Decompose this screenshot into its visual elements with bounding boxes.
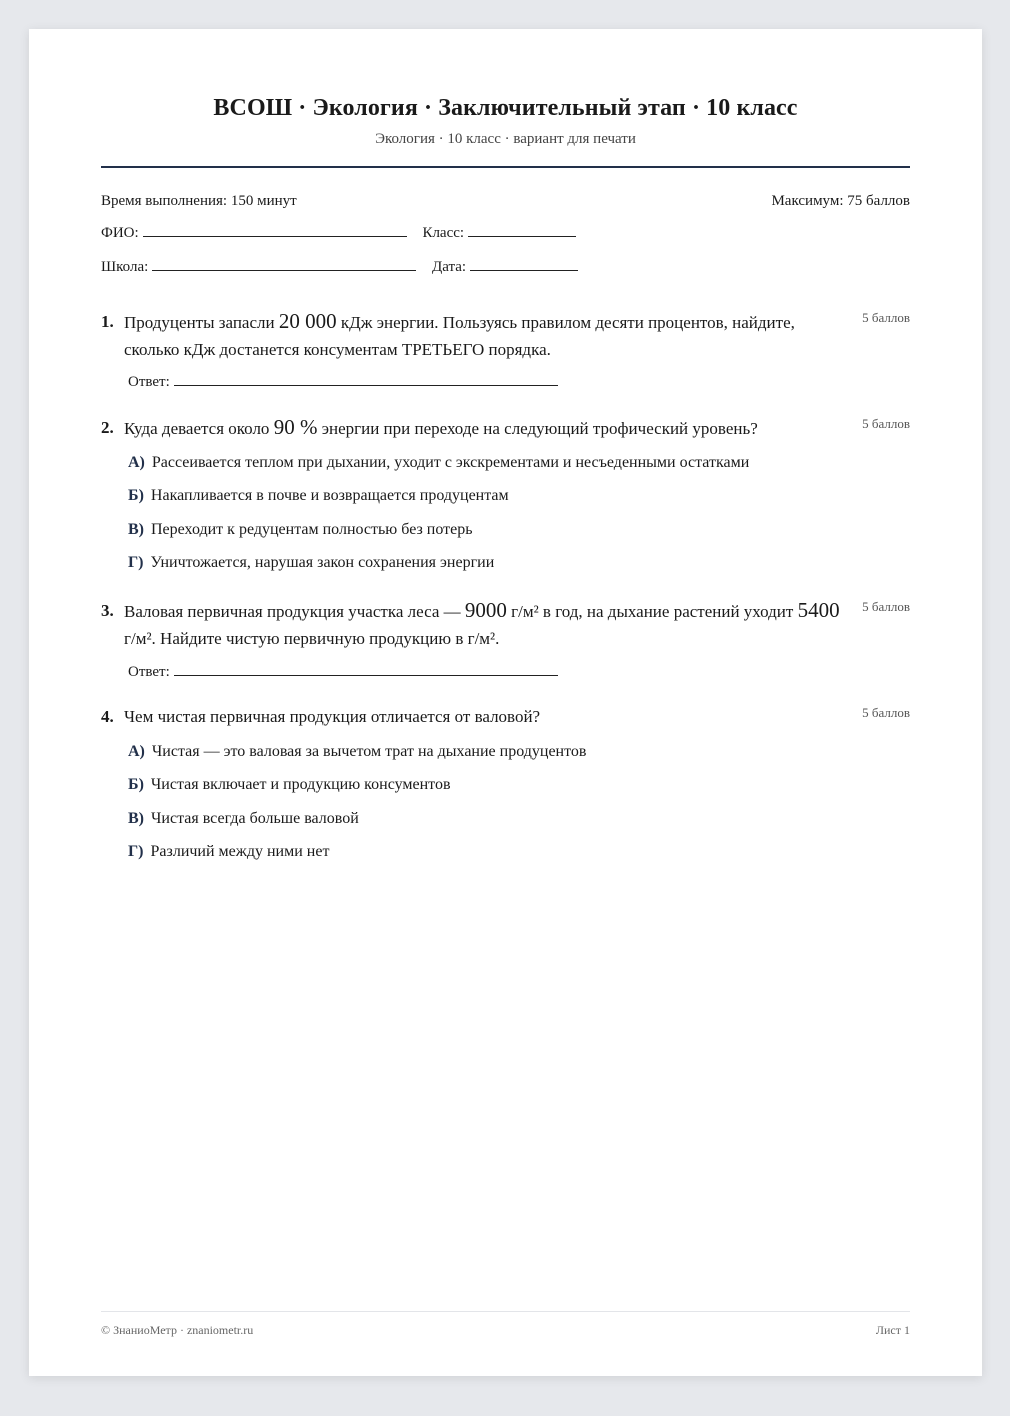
- option-d[interactable]: [128, 843, 329, 861]
- question-text: [124, 597, 844, 652]
- question-value: 20 000: [278, 309, 337, 333]
- class-field[interactable]: [468, 235, 576, 237]
- school-label: Школа:: [101, 259, 149, 275]
- answer-row-3: [128, 664, 570, 681]
- page-subtitle: Экология · 10 класс · вариант для печати: [375, 131, 636, 147]
- question-text: [124, 308, 844, 363]
- option-d[interactable]: [128, 554, 494, 572]
- school-field[interactable]: [152, 269, 416, 271]
- option-letter: Б): [128, 487, 144, 504]
- question-points: 5 баллов: [862, 705, 910, 720]
- option-text: Уничтожается, нарушая закон сохранения энергии: [150, 554, 495, 571]
- question-value: 5400: [797, 598, 840, 622]
- header-divider: [101, 166, 910, 168]
- time-limit: Время выполнения: 150 минут: [101, 193, 297, 209]
- answer-label: Ответ:: [128, 374, 170, 390]
- option-letter: Г): [128, 554, 144, 571]
- answer-field[interactable]: [174, 674, 558, 676]
- option-text: Чистая включает и продукцию консументов: [150, 776, 451, 793]
- question-text-part: Куда девается около: [124, 419, 274, 438]
- option-text: Рассеивается теплом при дыхании, уходит с экскрементами и несъеденными остатками: [151, 454, 750, 471]
- question-points: 5 баллов: [862, 416, 910, 431]
- question-points: 5 баллов: [862, 310, 910, 325]
- question-text-part: энергии при переходе на следующий трофический уровень?: [317, 419, 758, 438]
- question-text: [124, 703, 844, 730]
- fio-label: ФИО:: [101, 225, 139, 241]
- option-b[interactable]: [128, 776, 451, 794]
- class-label: Класс:: [422, 225, 465, 241]
- option-text: Различий между ними нет: [150, 843, 330, 860]
- option-c[interactable]: [128, 810, 359, 828]
- option-text: Чистая всегда больше валовой: [151, 810, 359, 827]
- question-number: 1.: [101, 312, 114, 331]
- option-letter: Г): [128, 843, 144, 860]
- option-text: Чистая — это валовая за вычетом трат на дыхание продуцентов: [151, 743, 587, 760]
- option-letter: А): [128, 454, 145, 471]
- option-letter: А): [128, 743, 145, 760]
- fio-field[interactable]: [143, 235, 407, 237]
- exam-sheet: [29, 29, 982, 1376]
- option-text: Накапливается в почве и возвращается продуцентам: [150, 487, 509, 504]
- footer-copyright: © ЗнаниоМетр · znaniometr.ru: [101, 1323, 254, 1337]
- date-label: Дата:: [432, 259, 467, 275]
- option-text: Переходит к редуцентам полностью без потерь: [151, 521, 473, 538]
- question-text-part: Валовая первичная продукция участка леса —: [124, 602, 465, 621]
- question-number: 4.: [101, 707, 114, 726]
- question-text: [124, 414, 844, 442]
- question-number: 2.: [101, 418, 114, 437]
- page-number: Лист 1: [875, 1323, 910, 1337]
- date-field[interactable]: [470, 269, 578, 271]
- answer-label: Ответ:: [128, 664, 170, 680]
- fields-row-1: [101, 225, 588, 242]
- option-a[interactable]: [128, 743, 586, 761]
- question-points: 5 баллов: [862, 599, 910, 614]
- footer-divider: [101, 1311, 910, 1312]
- question-text-part: Продуценты запасли: [124, 313, 279, 332]
- question-text-part: г/м² в год, на дыхание растений уходит: [506, 602, 798, 621]
- page-title: ВСОШ · Экология · Заключительный этап · 10 класс: [213, 95, 798, 121]
- option-b[interactable]: [128, 487, 509, 505]
- question-value: 90 %: [273, 415, 318, 439]
- question-text-part: Чем чистая первичная продукция отличается от валовой?: [124, 707, 541, 726]
- option-letter: В): [128, 810, 144, 827]
- question-value: 9000: [464, 598, 507, 622]
- answer-field[interactable]: [174, 384, 558, 386]
- option-a[interactable]: [128, 454, 749, 472]
- option-letter: В): [128, 521, 144, 538]
- question-text-part: кДж энергии. Пользуясь правилом десяти процентов, найдите, сколько кДж достанется консументам ТРЕТЬЕГО порядка.: [124, 313, 795, 359]
- fields-row-2: [101, 259, 590, 276]
- max-score: Максимум: 75 баллов: [771, 193, 910, 209]
- question-text-part: г/м². Найдите чистую первичную продукцию в г/м².: [124, 629, 500, 648]
- question-number: 3.: [101, 601, 114, 620]
- option-letter: Б): [128, 776, 144, 793]
- answer-row-1: [128, 374, 570, 391]
- option-c[interactable]: [128, 521, 473, 539]
